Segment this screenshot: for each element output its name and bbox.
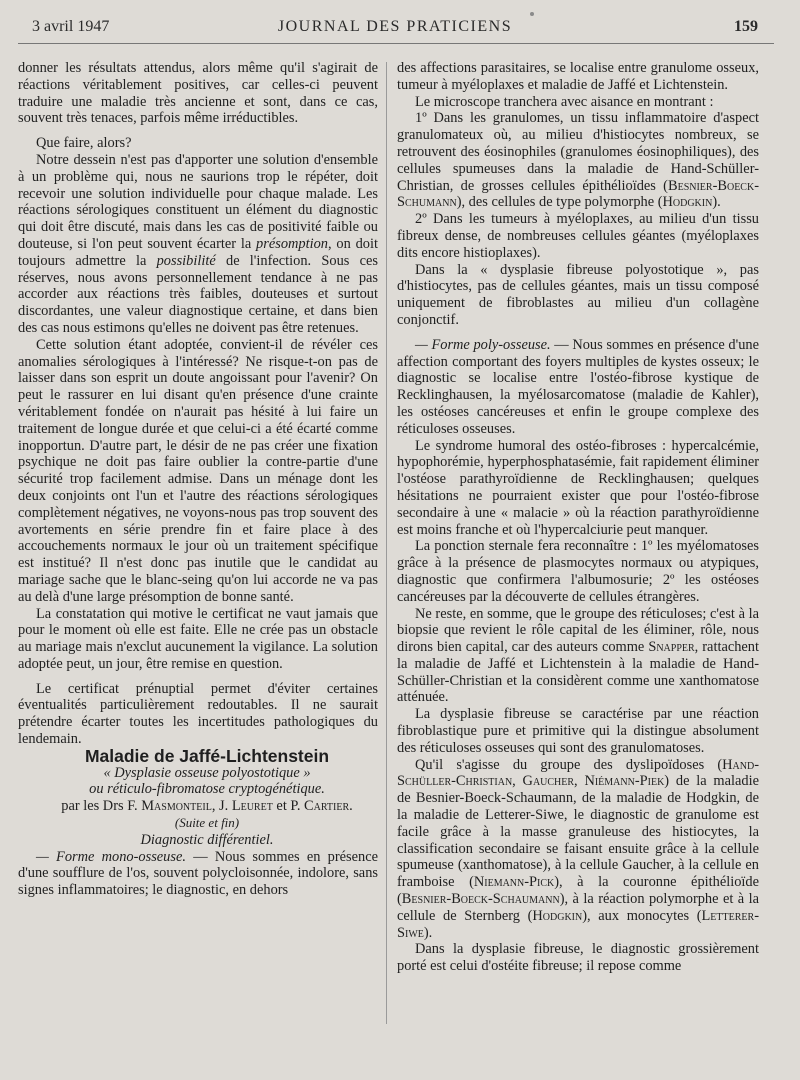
- author-name: Masmonteil: [141, 798, 212, 815]
- column-divider: [386, 62, 387, 1024]
- author-name: Cartier: [304, 798, 350, 815]
- section-heading: Diagnostic différentiel.: [140, 831, 274, 848]
- right-column: [397, 60, 759, 975]
- continuation-note: (Suite et fin): [174, 815, 240, 831]
- paragraph: Que faire, alors?: [36, 135, 132, 152]
- paper-speck: [530, 12, 534, 16]
- emphasis: — Forme mono-osseuse.: [36, 848, 186, 865]
- journal-title: JOURNAL DES PRATICIENS: [277, 18, 513, 35]
- left-column: [18, 60, 378, 899]
- article-subtitle: ou réticulo-fibromatose cryptogénétique.: [89, 781, 325, 798]
- author-name: Leuret: [231, 798, 273, 815]
- paragraph: Dans la dysplasie fibreuse, le diagnostic grossièrement porté est celui d'ostéite fibreuse; il repose comme: [397, 941, 759, 975]
- article-authors: par les Drs F. Masmonteil, J. Leuret et P. Cartier.: [61, 798, 353, 815]
- paragraph: Le certificat prénuptial permet d'éviter certaines éventualités particulièrement redoutables. Il ne saurait prétendre écarter toutes les incertitudes pathologiques du lendemain.: [18, 680, 378, 748]
- paragraph: La ponction sternale fera reconnaître : 1º les myélomatoses grâce à la présence de plasmocytes normaux ou atypiques, diagnostic que confirmera l'albumosurie; 2º les ostéoses cancéreuses par la découverte de cellules étrangères.: [397, 538, 759, 605]
- paragraph: Notre dessein n'est pas d'apporter une solution d'ensemble à un problème qui, nous ne saurions trop le répéter, doit recevoir une solution individuelle pour chaque malade. Les réactions sérologiques constituent un élément du diagnostic qui doit être discuté, mais dans les cas de positivité faible ou douteuse, si l'on peut souvent écarter la présomption, on doit toujours admettre la possibilité de l'infection. Sous ces réserves, nous avons personnellement tendance à ne pas accorder aux réactions très faibles, douteuses et surtout discordantes, une valeur diagnostique certaine, et dans bien des cas nous estimons qu'elles ne doivent pas être retenues.: [18, 151, 379, 336]
- paragraph: donner les résultats attendus, alors même qu'il s'agirait de réactions véritablement positives, car celles-ci peuvent traduire une maladie très ancienne et sont, dans ce cas, souvent très tenaces, parfois même irréductibles.: [18, 60, 378, 127]
- article-subtitle: « Dysplasie osseuse polyostotique »: [103, 764, 311, 781]
- header-rule: [18, 43, 774, 44]
- paragraph: La dysplasie fibreuse se caractérise par une réaction fibroblastique pure et primitive qui la distingue absolument des réticuloses osseuses qui sont des granulomatoses.: [397, 706, 759, 756]
- paragraph: Ne reste, en somme, que le groupe des réticuloses; c'est à la biopsie que revient le rôle capital de les éliminer, rôle, nous dirons bien capital, car des auteurs comme Snapper, rattachent la maladie de Jaffé et Lichtenstein à la maladie de Hand-Schüller-Christian et la considèrent comme une xanthomatose atténuée.: [397, 605, 759, 706]
- issue-date: 3 avril 1947: [32, 18, 110, 35]
- paragraph: Le microscope tranchera avec aisance en montrant :: [415, 93, 714, 110]
- paragraph: 2º Dans les tumeurs à myéloplaxes, au milieu d'un tissu fibreux dense, de nombreuses cellules géantes (myéloplaxes dits encore histioplaxes).: [397, 211, 759, 261]
- paragraph: — Forme poly-osseuse. — Nous sommes en présence d'une affection comportant des foyers multiples de kystes osseux; le diagnostic se localise entre l'ostéo-fibrose kystique de Recklinghausen, la myélosarcomatose (maladie de Kahler), les ostéoses cancéreuses et enfin le groupe complexe des réticuloses osseuses.: [397, 336, 759, 437]
- emphasis: possibilité: [156, 252, 216, 269]
- emphasis: présomption: [256, 235, 329, 252]
- paragraph: Dans la « dysplasie fibreuse polyostotique », pas d'histiocytes, pas de cellules géantes, mais un tissu composé uniquement de fibroblastes au milieu d'un collagène conjonctif.: [397, 261, 759, 328]
- running-header: [18, 16, 772, 40]
- paragraph: La constatation qui motive le certificat ne vaut jamais que pour le moment où elle est faite. Elle ne crée pas un obstacle au mariage mais n'exclut aucunement la vigilance. La solution adoptée peut, un jour, être remise en question.: [18, 605, 378, 672]
- paragraph: Le syndrome humoral des ostéo-fibroses : hypercalcémie, hypophorémie, hyperphosphatasémie, fait rapidement éliminer l'ostéose parathyroïdienne de Recklinghausen; quelques hésitations ne pourraient exister que pour l'ostéo-fibrose secondaire à une « malacie » où la réaction parathyroïdienne est moins franche et où l'hypercalciurie peut manquer.: [397, 437, 759, 538]
- paragraph: — Forme mono-osseuse. — Nous sommes en présence d'une soufflure de l'os, souvent polycloisonnée, indolore, sans signes inflammatoires; le diagnostic, en dehors: [18, 848, 378, 899]
- paragraph: des affections parasitaires, se localise entre granulome osseux, tumeur à myéloplaxes et maladie de Jaffé et Lichtenstein.: [397, 60, 759, 93]
- page-number: 159: [734, 18, 758, 35]
- paragraph: 1º Dans les granulomes, un tissu inflammatoire d'aspect granulomateux où, au milieu d'histiocytes nombreux, se retrouvent des éosinophiles (granulomes éosinophiliques), des cellules spumeuses dans la maladie de Hand-Schüller-Christian, de grosses cellules épithélioïdes (Besnier-Boeck-Schumann), des cellules de type polymorphe (Hodgkin).: [397, 110, 759, 211]
- article-title: Maladie de Jaffé-Lichtenstein: [84, 745, 330, 766]
- emphasis: — Forme poly-osseuse.: [415, 336, 551, 353]
- paragraph: Qu'il s'agisse du groupe des dyslipoïdoses (Hand-Schüller-Christian, Gaucher, Niémann-Piek) de la maladie de Besnier-Boeck-Schaumann, de la maladie de Hodgkin, de la maladie de Letterer-Siwe, le diagnostic de granulome est facile grâce à la masse granuleuse des histiocytes, la classification secondaire se faisant ensuite grâce à la cellule spumeuse (xanthomatose), à la cellule Gaucher, à la cellule en framboise (Niemann-Pick), à la couronne épithélioïde (Besnier-Boeck-Schaumann), à la réaction polymorphe et à la cellule de Sternberg (Hodgkin), aux monocytes (Letterer-Siwe).: [397, 756, 759, 941]
- paragraph: Cette solution étant adoptée, convient-il de révéler ces anomalies sérologiques à l'intéressé? Ne risque-t-on pas de laisser dans son esprit un doute angoissant pour l'avenir? On peut le rassurer en lui disant qu'en présence d'une crainte véritablement fondée on n'aurait pas hésité à lui faire un traitement de longue durée et que celui-ci a été écarté comme inopportun. D'autre part, le désir de ne pas créer une fixation psychique ne doit pas faire oublier la contre-partie d'une sécurité trop facilement admise. Dans un ménage dont les deux conjoints ont l'un et l'autre des réactions sérologiques complètement négatives, ne voyons-nous pas trop souvent des avortements en série prendre fin et faire place à des accouchements normaux le jour où un traitement spécifique est institué? Il n'est donc pas inutile que le candidat au mariage sache que le blanc-seing qu'on lui accorde ne va pas au delà d'une large présomption de bonne santé.: [18, 336, 378, 605]
